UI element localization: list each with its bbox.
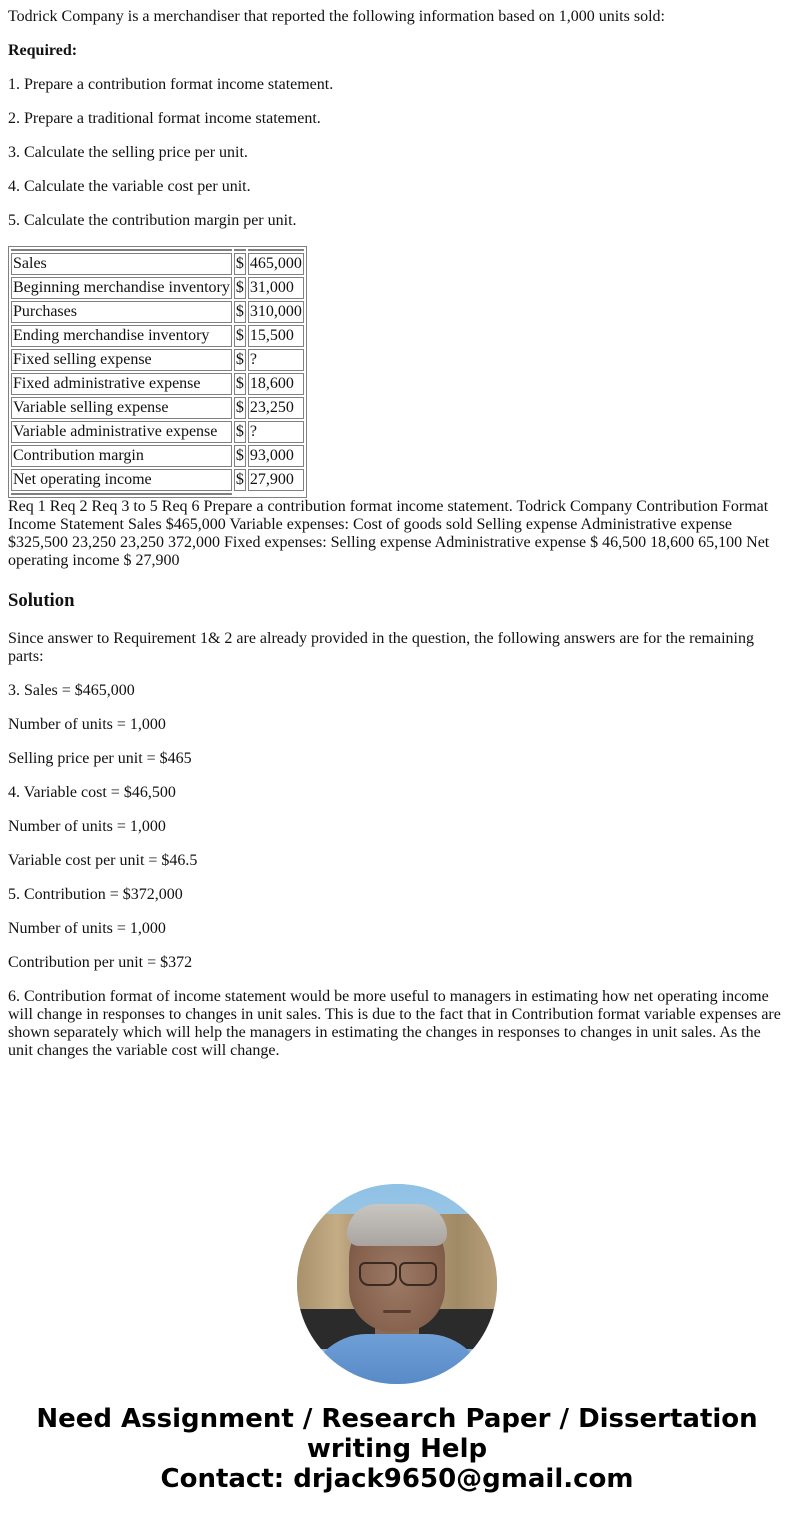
table-row (11, 301, 304, 323)
row-value: ? (248, 421, 304, 443)
row-currency: $ (234, 349, 246, 371)
row-currency: $ (234, 277, 246, 299)
contact-banner (0, 1404, 794, 1494)
solution-line: 4. Variable cost = $46,500 (8, 784, 176, 801)
table-header-row (11, 249, 304, 251)
row-currency: $ (234, 445, 246, 467)
row-label: Fixed selling expense (11, 349, 232, 371)
table-row (11, 373, 304, 395)
solution-heading: Solution (8, 590, 75, 611)
solution-conclusion: 6. Contribution format of income statement would be more useful to managers in estimating how net operating income will change in responses to changes in unit sales. This is due to the fact that in Contribution format variable expenses are shown separately which will help the managers in estimating the changes in responses to changes in unit sales. As the unit changes the variable cost will change. (8, 988, 781, 1059)
solution-line: Number of units = 1,000 (8, 818, 166, 835)
table-row (11, 469, 304, 491)
solution-line: 3. Sales = $465,000 (8, 682, 135, 699)
row-label: Fixed administrative expense (11, 373, 232, 395)
row-value: 23,250 (248, 397, 304, 419)
requirement-2: 2. Prepare a traditional format income statement. (8, 110, 321, 127)
answer-summary-text: Req 1 Req 2 Req 3 to 5 Req 6 Prepare a contribution format income statement. Todrick Company Contribution Format Income Statement Sales $465,000 Variable expenses: Cost of goods sold Selling expense Administrative expense $325,500 23,250 23,250 372,000 Fixed expenses: Selling expense Administrative expense $ 46,500 18,600 65,100 Net operating income $ 27,900 (8, 498, 770, 569)
question-intro: Todrick Company is a merchandiser that reported the following information based on 1,000 units sold: (8, 8, 665, 25)
row-currency: $ (234, 469, 246, 491)
requirement-4: 4. Calculate the variable cost per unit. (8, 178, 251, 195)
avatar-mouth (383, 1310, 411, 1313)
table-footer-row (11, 493, 304, 495)
requirement-5: 5. Calculate the contribution margin per unit. (8, 212, 297, 229)
table-row (11, 277, 304, 299)
table-row (11, 421, 304, 443)
row-label: Beginning merchandise inventory (11, 277, 232, 299)
table-header-cell (234, 249, 246, 251)
table-header-cell (11, 249, 232, 251)
row-currency: $ (234, 253, 246, 275)
table-row (11, 349, 304, 371)
table-row (11, 253, 304, 275)
table-row (11, 397, 304, 419)
row-label: Variable selling expense (11, 397, 232, 419)
solution-intro: Since answer to Requirement 1& 2 are already provided in the question, the following answers are for the remaining parts: (8, 630, 754, 665)
row-currency: $ (234, 397, 246, 419)
row-label: Variable administrative expense (11, 421, 232, 443)
contact-line-3: Contact: drjack9650@gmail.com (160, 1464, 634, 1494)
table-header-cell (248, 249, 304, 251)
row-currency: $ (234, 373, 246, 395)
requirement-3: 3. Calculate the selling price per unit. (8, 144, 248, 161)
table-footer-cell (11, 493, 232, 495)
row-value: 310,000 (248, 301, 304, 323)
row-currency: $ (234, 325, 246, 347)
row-label: Net operating income (11, 469, 232, 491)
row-value: 27,900 (248, 469, 304, 491)
avatar (297, 1184, 497, 1384)
solution-line: Contribution per unit = $372 (8, 954, 193, 971)
avatar-container (8, 1184, 786, 1384)
row-currency: $ (234, 421, 246, 443)
table-row (11, 325, 304, 347)
solution-line: 5. Contribution = $372,000 (8, 886, 183, 903)
row-value: 15,500 (248, 325, 304, 347)
spacer (8, 1076, 786, 1184)
solution-line: Selling price per unit = $465 (8, 750, 192, 767)
row-currency: $ (234, 301, 246, 323)
table-row (11, 445, 304, 467)
required-label-text: Required: (8, 42, 78, 59)
contact-line-1: Need Assignment / Research Paper / Dissertation (36, 1404, 758, 1434)
avatar-hair (347, 1204, 447, 1246)
solution-line: Number of units = 1,000 (8, 716, 166, 733)
row-value: 93,000 (248, 445, 304, 467)
row-label: Contribution margin (11, 445, 232, 467)
contact-line-2: writing Help (306, 1434, 488, 1464)
row-value: 18,600 (248, 373, 304, 395)
glasses-icon (359, 1262, 397, 1286)
required-label (8, 42, 786, 60)
row-label: Purchases (11, 301, 232, 323)
row-label: Ending merchandise inventory (11, 325, 232, 347)
row-value: 465,000 (248, 253, 304, 275)
financial-data-table (8, 246, 307, 498)
row-value: ? (248, 349, 304, 371)
row-value: 31,000 (248, 277, 304, 299)
glasses-icon (399, 1262, 437, 1286)
solution-line: Variable cost per unit = $46.5 (8, 852, 198, 869)
requirement-1: 1. Prepare a contribution format income statement. (8, 76, 334, 93)
row-label: Sales (11, 253, 232, 275)
solution-line: Number of units = 1,000 (8, 920, 166, 937)
